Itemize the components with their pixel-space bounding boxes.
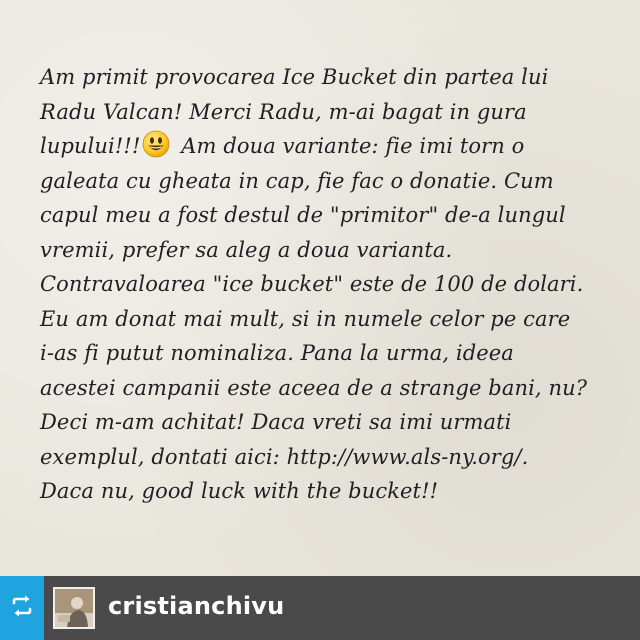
text-line <box>40 129 608 164</box>
repost-icon <box>8 592 36 625</box>
text-line: capul meu a fost destul de "primitor" de-a lungul <box>40 203 566 227</box>
repost-button[interactable] <box>0 576 44 640</box>
text-line: Am primit provocarea Ice Bucket din partea lui <box>40 65 549 89</box>
text-segment: Am doua variante: fie imi torn o <box>174 134 525 158</box>
text-line: Deci m-am achitat! Daca vreti sa imi urmati <box>40 410 512 434</box>
text-line: Contravaloarea "ice bucket" este de 100 de dolari. <box>40 272 584 296</box>
text-segment: lupului!!! <box>40 134 141 158</box>
text-line: vremii, prefer sa aleg a doua varianta. <box>40 237 453 262</box>
username[interactable]: cristianchivu <box>108 592 285 620</box>
post-text <box>40 60 608 509</box>
text-line: i-as fi putut nominaliza. Pana la urma, ideea <box>40 341 514 365</box>
text-line: acestei campanii este aceea de a strange bani, nu? <box>40 375 588 400</box>
text-line: galeata cu gheata in cap, fie fac o donatie. Cum <box>40 168 554 193</box>
text-line: Radu Valcan! Merci Radu, m-ai bagat in gura <box>40 99 527 124</box>
text-line: Eu am donat mai mult, si in numele celor pe care <box>40 306 571 331</box>
text-line: Daca nu, good luck with the bucket!! <box>40 479 439 503</box>
smiling-face-emoji-icon <box>142 130 170 158</box>
text-line: exemplul, dontati aici: http://www.als-ny.org/. <box>40 444 529 469</box>
repost-bar <box>0 576 640 640</box>
avatar[interactable] <box>53 587 95 629</box>
